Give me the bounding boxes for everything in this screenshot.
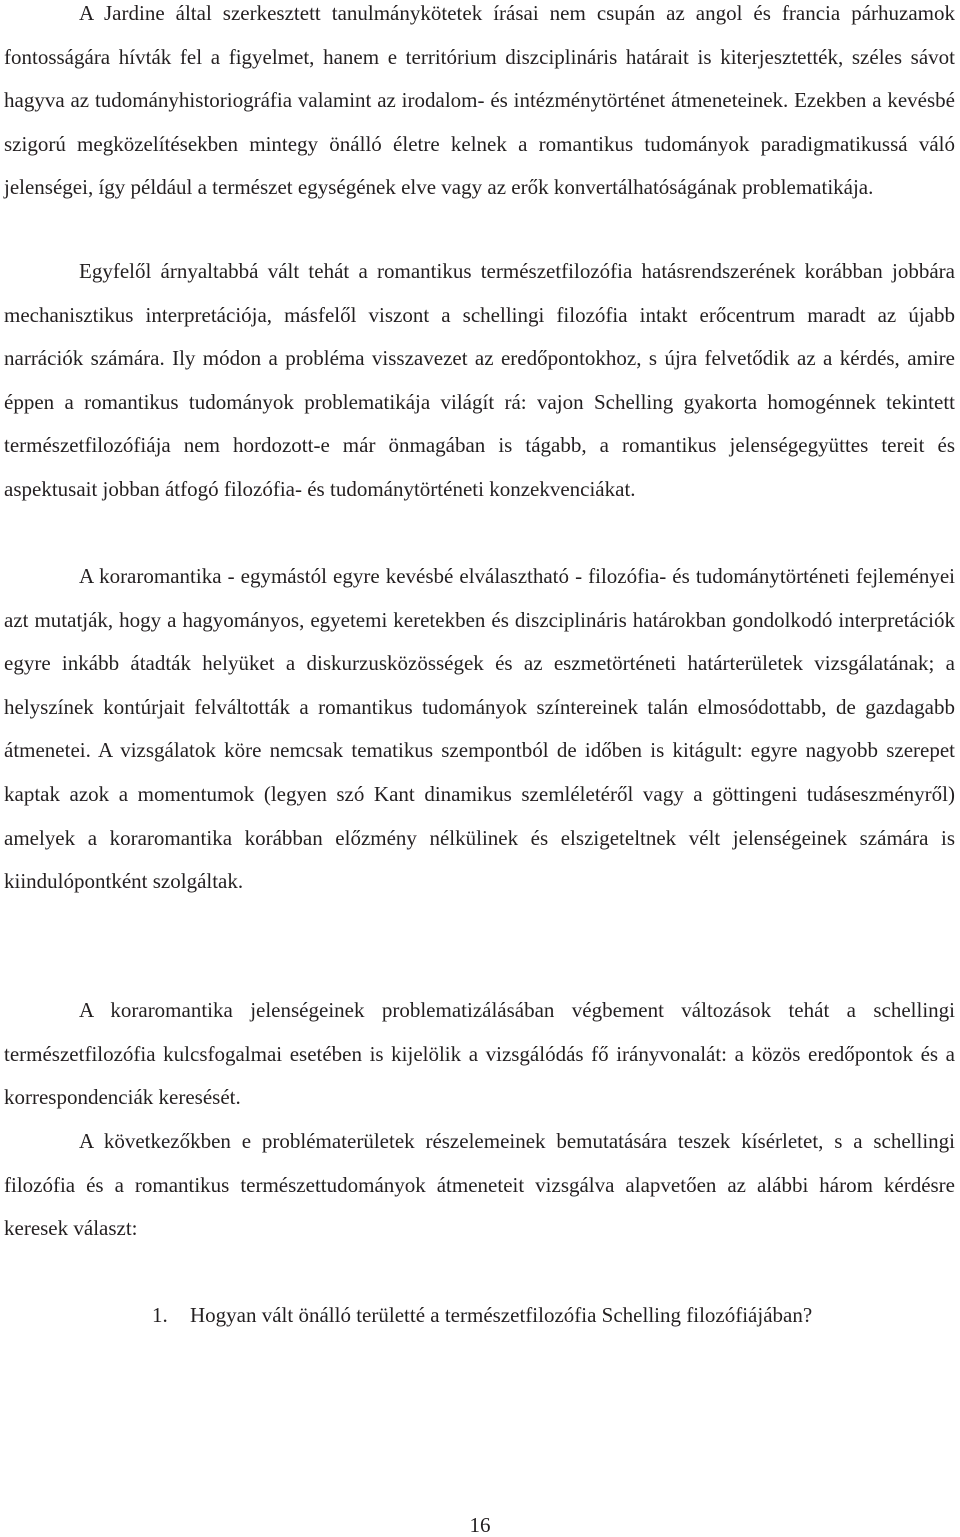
list-item-number: 1. <box>152 1303 168 1327</box>
list-item-text: Hogyan vált önálló területté a természetfilozófia Schelling filozófiájában? <box>190 1303 813 1327</box>
paragraph-3: A koraromantika - egymástól egyre kevésbé elválasztható - filozófia- és tudománytörténeti fejleményei azt mutatják, hogy a hagyományos, egyetemi keretekben és diszciplináris határokban gondolkodó interpretációk egyre inkább átadták helyüket a diskurzusközösségek és az eszmetörténeti határterületek vizsgálatának; a helyszínek kontúrjait felváltották a romantikus tudományok színtereinek talán elmosódottabb, de gazdagabb átmenetei. A vizsgálatok köre nemcsak tematikus szempontból de időben is kitágult: egyre nagyobb szerepet kaptak azok a momentumok (legyen szó Kant dinamikus szemléletéről vagy a göttingeni tudáseszményről) amelyek a koraromantika korábban előzmény nélkülinek és elszigeteltnek vélt jelenségeinek számára is kiindulópontként szolgáltak. <box>4 564 955 894</box>
paragraph-4: A koraromantika jelenségeinek problematizálásában végbement változások tehát a schellingi természetfilozófia kulcsfogalmai esetében is kijelölik a vizsgálódás fő irányvonalát: a közös eredőpontok és a korrespondenciák keresését. <box>4 998 955 1110</box>
paragraph-5: A következőkben e problématerületek részelemeinek bemutatására teszek kísérletet, s a schellingi filozófia és a romantikus természettudományok átmeneteit vizsgálva alapvetően az alábbi három kérdésre keresek választ: <box>4 1129 955 1241</box>
paragraph-1: A Jardine által szerkesztett tanulmánykötetek írásai nem csupán az angol és francia párhuzamok fontosságára hívták fel a figyelmet, hanem e territórium diszciplináris határait is kiterjesztették, széles sávot hagyva az tudományhistoriográfia valamint az irodalom- és intézménytörténet átmeneteinek. Ezekben a kevésbé szigorú megközelítésekben mintegy önálló életre kelnek a romantikus tudományok paradigmatikussá váló jelenségei, így például a természet egységének elve vagy az erők konvertálhatóságának problematikája. <box>4 1 955 200</box>
list-item <box>152 1294 812 1338</box>
page-number: 16 <box>469 1513 491 1537</box>
paragraph-2: Egyfelől árnyaltabbá vált tehát a romantikus természetfilozófia hatásrendszerének korábban jobbára mechanisztikus interpretációja, másfelől viszont a schellingi filozófia intakt erőcentrum maradt az újabb narrációk számára. Ily módon a probléma visszavezet az eredőpontokhoz, s újra felvetődik az a kérdés, amire éppen a romantikus tudományok problematikája világít rá: vajon Schelling gyakorta homogénnek tekintett természetfilozófiája nem hordozott-e már önmagában is tágabb, a romantikus jelenségegyüttes tereit és aspektusait jobban átfogó filozófia- és tudománytörténeti konzekvenciákat. <box>4 259 955 501</box>
question-list <box>152 1294 812 1338</box>
